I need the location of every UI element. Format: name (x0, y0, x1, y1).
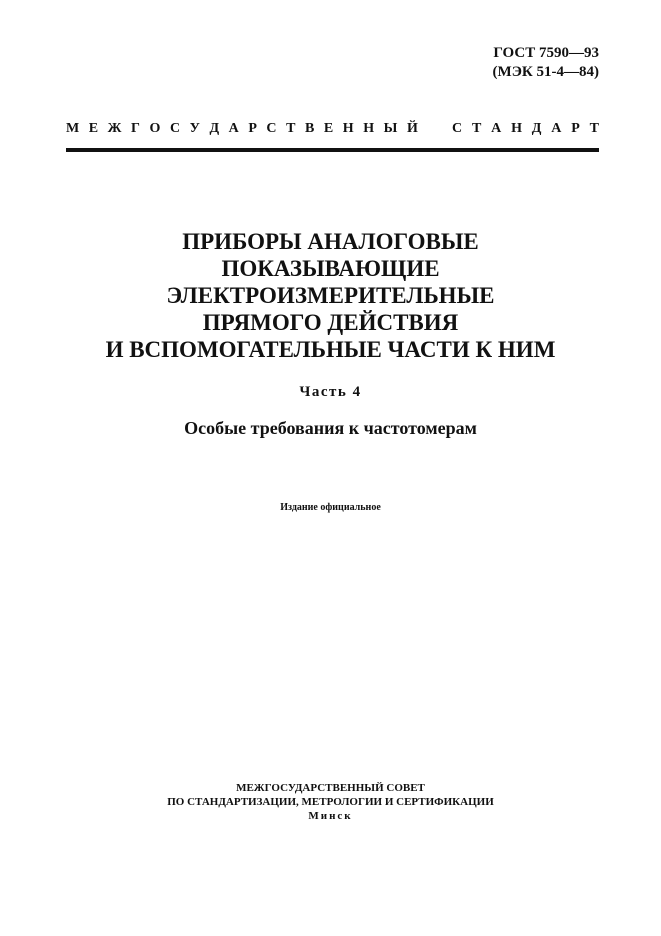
publisher-city: Минск (308, 810, 353, 822)
publisher-block (0, 781, 661, 823)
title-line: ПРЯМОГО ДЕЙСТВИЯ (202, 310, 459, 335)
publisher-line: ПО СТАНДАРТИЗАЦИИ, МЕТРОЛОГИИ И СЕРТИФИКАЦИИ (167, 796, 494, 808)
standard-banner (66, 121, 599, 137)
publisher-line: МЕЖГОСУДАРСТВЕННЫЙ СОВЕТ (236, 782, 425, 794)
document-title (0, 228, 661, 363)
title-line: ЭЛЕКТРОИЗМЕРИТЕЛЬНЫЕ (166, 283, 495, 308)
banner-word-standard: С Т А Н Д А Р Т (452, 121, 599, 136)
title-line: ПОКАЗЫВАЮЩИЕ (221, 256, 440, 281)
title-line: ПРИБОРЫ АНАЛОГОВЫЕ (182, 229, 479, 254)
header-rule (66, 148, 599, 152)
title-line: И ВСПОМОГАТЕЛЬНЫЕ ЧАСТИ К НИМ (105, 337, 556, 362)
banner-word-interstate: М Е Ж Г О С У Д А Р С Т В Е Н Н Ы Й (66, 121, 418, 136)
edition-label: Издание официальное (280, 502, 381, 513)
gost-number: ГОСТ 7590—93 (493, 45, 599, 61)
iec-number: (МЭК 51-4—84) (492, 64, 599, 80)
document-subtitle: Особые требования к частотомерам (184, 418, 477, 438)
part-number: Часть 4 (299, 384, 362, 400)
document-code-block (493, 44, 599, 82)
